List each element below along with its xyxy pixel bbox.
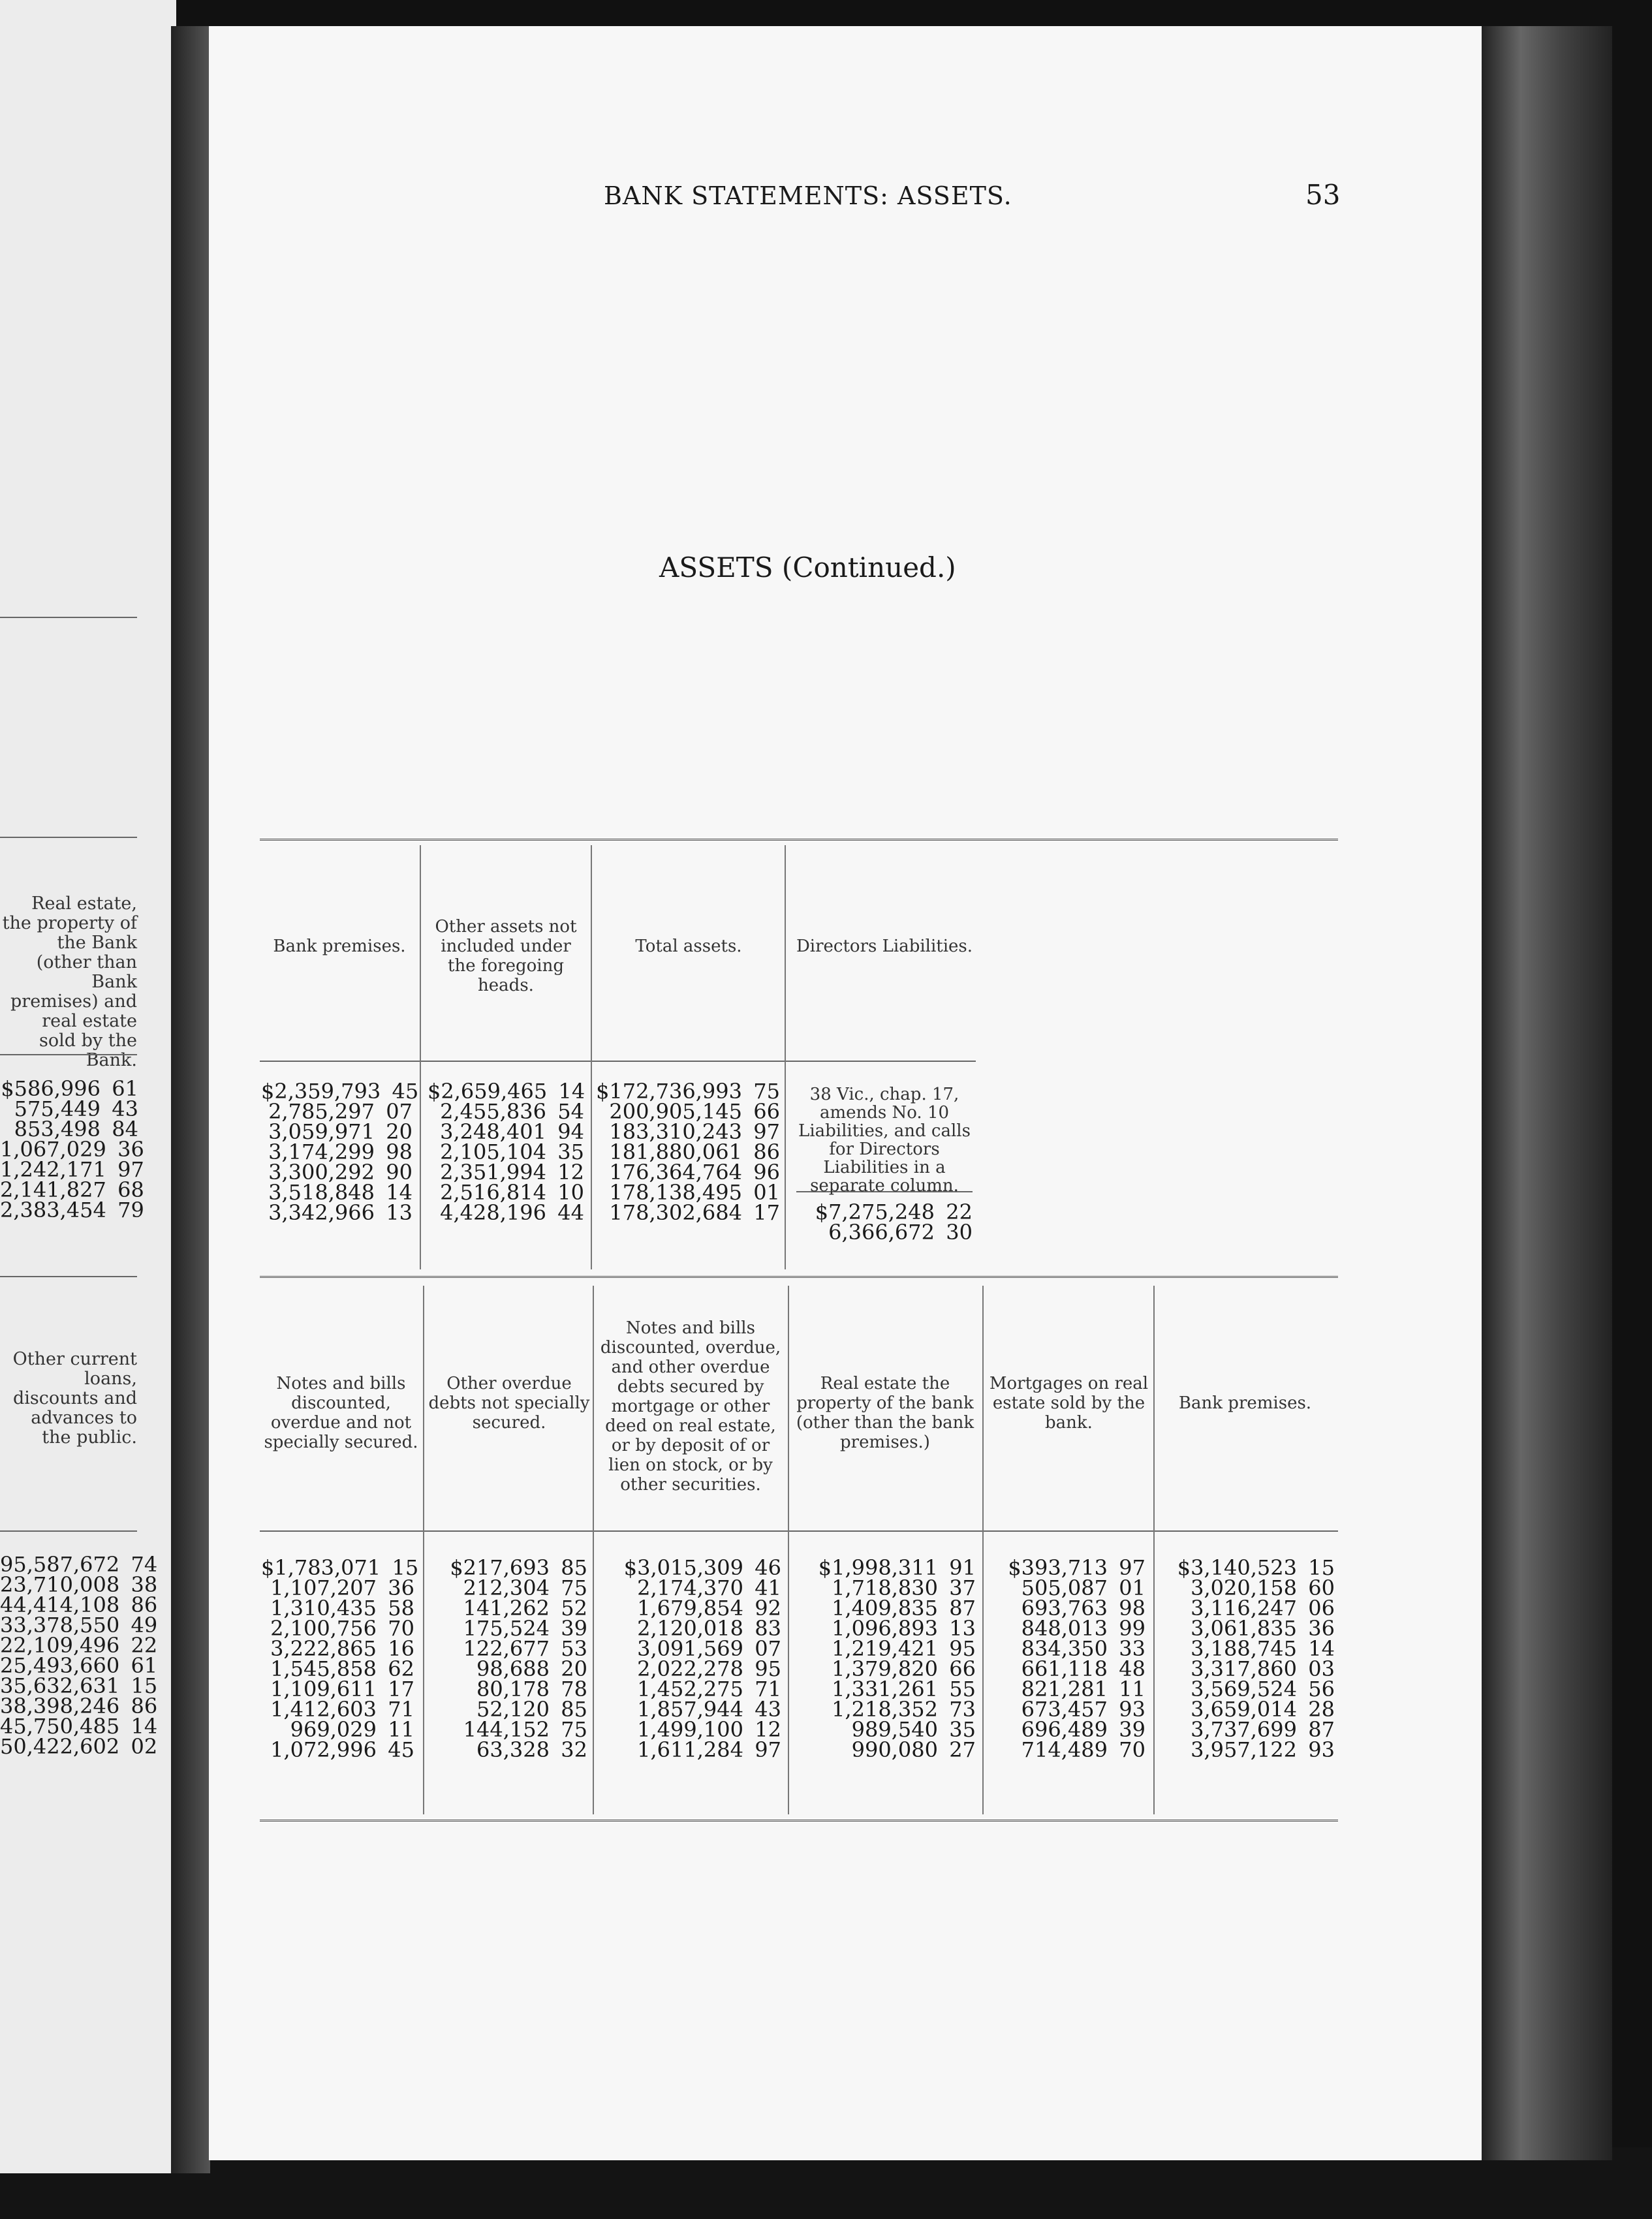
- amount-cents: 48: [1119, 1656, 1145, 1681]
- amount-cents: 53: [561, 1636, 587, 1661]
- amount-dollars: 673,457: [1021, 1697, 1108, 1722]
- amount-cents: 38: [131, 1572, 158, 1597]
- left-rule: [0, 1054, 137, 1055]
- amount-dollars: $3,015,309: [623, 1555, 743, 1580]
- amount-dollars: $3,140,523: [1177, 1555, 1297, 1580]
- amount-cents: 98: [386, 1140, 413, 1164]
- amount-dollars: 2,141,827: [0, 1177, 106, 1202]
- table-row: [428, 1200, 584, 1225]
- amount-dollars: $7,275,248: [815, 1200, 935, 1224]
- amount-cents: 39: [1119, 1717, 1145, 1742]
- left-col-current-loans: [0, 1552, 158, 1759]
- amount-dollars: 22,109,496: [0, 1633, 120, 1658]
- amount-dollars: 95,587,672: [0, 1552, 120, 1577]
- header-other-overdue: Other overdue debts not specially secured.: [428, 1374, 590, 1433]
- amount-cents: 61: [112, 1076, 138, 1101]
- amount-dollars: 853,498: [14, 1117, 101, 1141]
- amount-cents: 10: [557, 1180, 584, 1205]
- amount-cents: 03: [1308, 1656, 1335, 1681]
- amount-dollars: 990,080: [851, 1737, 938, 1762]
- amount-dollars: 3,188,745: [1191, 1636, 1297, 1661]
- amount-cents: 75: [753, 1079, 780, 1104]
- table-row: [261, 1200, 413, 1225]
- amount-cents: 46: [755, 1555, 781, 1580]
- amount-dollars: 3,091,569: [637, 1636, 743, 1661]
- amount-cents: 95: [755, 1656, 781, 1681]
- amount-dollars: 696,489: [1021, 1717, 1108, 1742]
- amount-cents: 22: [946, 1200, 973, 1224]
- table-row: [0, 1734, 158, 1759]
- amount-cents: 27: [949, 1737, 976, 1762]
- amount-dollars: 3,737,699: [1191, 1717, 1297, 1742]
- amount-cents: 96: [753, 1160, 780, 1185]
- amount-dollars: 2,105,104: [440, 1140, 546, 1164]
- amount-dollars: 3,518,848: [268, 1180, 375, 1205]
- amount-dollars: 25,493,660: [0, 1653, 120, 1678]
- directors-note: 38 Vic., chap. 17, amends No. 10 Liabilities, and calls for Directors Liabilities in a separate column.: [798, 1085, 971, 1196]
- amount-dollars: 122,677: [463, 1636, 550, 1661]
- amount-cents: 36: [117, 1137, 144, 1162]
- header-directors-liabilities: Directors Liabilities.: [796, 937, 973, 956]
- amount-cents: 73: [949, 1697, 976, 1722]
- amount-dollars: 714,489: [1021, 1737, 1108, 1762]
- amount-dollars: 661,118: [1021, 1656, 1108, 1681]
- amount-cents: 07: [386, 1099, 413, 1124]
- left-col-real-estate: [0, 1076, 144, 1222]
- amount-cents: 70: [1119, 1737, 1145, 1762]
- left-rule: [0, 617, 137, 618]
- amount-dollars: 1,379,820: [832, 1656, 938, 1681]
- amount-dollars: 4,428,196: [440, 1200, 546, 1225]
- amount-dollars: 181,880,061: [609, 1140, 742, 1164]
- amount-dollars: 1,409,835: [832, 1596, 938, 1621]
- amount-dollars: 3,659,014: [1191, 1697, 1297, 1722]
- amount-cents: 17: [753, 1200, 780, 1225]
- header-bank-premises: Bank premises.: [273, 937, 406, 956]
- amount-dollars: 144,152: [463, 1717, 550, 1742]
- header-notes-secured: Notes and bills discounted, overdue, and other overdue debts secured by mortgage or other deed on real estate, or by deposit of or lien on stock, or by other securities.: [600, 1318, 781, 1495]
- amount-cents: 43: [112, 1096, 138, 1121]
- table-row: [428, 1737, 587, 1762]
- header-underline: [260, 1061, 976, 1062]
- amount-cents: 95: [949, 1636, 976, 1661]
- amount-cents: 49: [131, 1613, 158, 1637]
- amount-cents: 93: [1308, 1737, 1335, 1762]
- amount-dollars: $172,736,993: [596, 1079, 742, 1104]
- amount-dollars: 3,116,247: [1191, 1596, 1297, 1621]
- amount-dollars: $586,996: [1, 1076, 101, 1101]
- amount-cents: 36: [1308, 1616, 1335, 1641]
- amount-cents: 58: [388, 1596, 414, 1621]
- amount-dollars: 1,310,435: [270, 1596, 377, 1621]
- amount-cents: 02: [131, 1734, 158, 1759]
- amount-cents: 36: [388, 1575, 414, 1600]
- col-total-assets: [594, 1081, 780, 1223]
- amount-cents: 30: [946, 1220, 973, 1245]
- column-divider: [423, 1286, 424, 1814]
- amount-cents: 14: [1308, 1636, 1335, 1661]
- amount-dollars: 44,414,108: [0, 1592, 120, 1617]
- amount-cents: 11: [1119, 1677, 1145, 1701]
- column-divider: [788, 1286, 789, 1814]
- amount-cents: 56: [1308, 1677, 1335, 1701]
- amount-dollars: 1,331,261: [832, 1677, 938, 1701]
- column-divider: [982, 1286, 984, 1814]
- amount-dollars: 3,569,524: [1191, 1677, 1297, 1701]
- header-bank-premises-2: Bank premises.: [1178, 1393, 1312, 1413]
- amount-dollars: 1,452,275: [637, 1677, 743, 1701]
- amount-dollars: 45,750,485: [0, 1714, 120, 1739]
- amount-cents: 87: [949, 1596, 976, 1621]
- amount-cents: 62: [388, 1656, 414, 1681]
- table-bottom-rule: [260, 1276, 1338, 1278]
- amount-dollars: 2,455,836: [440, 1099, 546, 1124]
- amount-cents: 45: [388, 1737, 414, 1762]
- amount-cents: 52: [561, 1596, 587, 1621]
- header-mortgages: Mortgages on real estate sold by the bank.: [989, 1374, 1149, 1433]
- amount-cents: 83: [755, 1616, 781, 1641]
- amount-dollars: 848,013: [1021, 1616, 1108, 1641]
- amount-cents: 87: [1308, 1717, 1335, 1742]
- amount-cents: 41: [755, 1575, 781, 1600]
- amount-cents: 15: [392, 1555, 419, 1580]
- col-other-assets: [428, 1081, 584, 1223]
- amount-dollars: 3,248,401: [440, 1119, 546, 1144]
- amount-dollars: 575,449: [14, 1096, 101, 1121]
- amount-dollars: 141,262: [463, 1596, 550, 1621]
- table-row: [793, 1222, 973, 1243]
- amount-dollars: 3,957,122: [1191, 1737, 1297, 1762]
- col-bank-premises: [261, 1079, 419, 1225]
- amount-cents: 66: [949, 1656, 976, 1681]
- amount-dollars: 1,219,421: [832, 1636, 938, 1661]
- amount-dollars: 1,067,029: [0, 1137, 106, 1162]
- amount-dollars: 1,857,944: [637, 1697, 743, 1722]
- amount-dollars: 178,302,684: [609, 1200, 742, 1225]
- amount-dollars: 3,317,860: [1191, 1656, 1297, 1681]
- amount-cents: 78: [561, 1677, 587, 1701]
- amount-cents: 20: [386, 1119, 413, 1144]
- amount-cents: 45: [392, 1079, 419, 1104]
- amount-cents: 32: [561, 1737, 587, 1762]
- amount-dollars: 3,174,299: [268, 1140, 375, 1164]
- amount-dollars: 1,412,603: [270, 1697, 377, 1722]
- amount-dollars: 176,364,764: [609, 1160, 742, 1185]
- header-real-estate: Real estate the property of the bank (other than the bank premises.): [796, 1374, 974, 1452]
- amount-cents: 92: [755, 1596, 781, 1621]
- amount-dollars: 33,378,550: [0, 1613, 120, 1637]
- col-bank-premises-2: [1155, 1555, 1335, 1762]
- amount-dollars: 1,499,100: [637, 1717, 743, 1742]
- amount-dollars: 6,366,672: [828, 1220, 935, 1245]
- page-number: 53: [1305, 179, 1341, 211]
- amount-dollars: 3,020,158: [1191, 1575, 1297, 1600]
- amount-dollars: 98,688: [476, 1656, 550, 1681]
- amount-dollars: 1,107,207: [270, 1575, 377, 1600]
- amount-dollars: 178,138,495: [609, 1180, 742, 1205]
- amount-dollars: 2,120,018: [637, 1616, 743, 1641]
- amount-cents: 86: [131, 1694, 158, 1718]
- amount-dollars: $1,998,311: [818, 1555, 938, 1580]
- amount-dollars: 200,905,145: [609, 1099, 742, 1124]
- amount-cents: 79: [117, 1198, 144, 1222]
- amount-cents: 54: [557, 1099, 584, 1124]
- amount-dollars: $217,693: [450, 1555, 550, 1580]
- amount-dollars: $1,783,071: [261, 1555, 381, 1580]
- amount-cents: 13: [386, 1200, 413, 1225]
- amount-cents: 17: [388, 1677, 414, 1701]
- amount-cents: 22: [131, 1633, 158, 1658]
- col-mortgages: [986, 1555, 1145, 1762]
- amount-dollars: 505,087: [1021, 1575, 1108, 1600]
- section-title: ASSETS (Continued.): [659, 551, 956, 583]
- amount-cents: 01: [753, 1180, 780, 1205]
- amount-cents: 12: [557, 1160, 584, 1185]
- table-row: [594, 1200, 780, 1225]
- amount-cents: 14: [558, 1079, 585, 1104]
- amount-dollars: 1,109,611: [270, 1677, 377, 1701]
- header-other-assets: Other assets not included under the foregoing heads.: [435, 917, 577, 995]
- amount-cents: 37: [949, 1575, 976, 1600]
- amount-dollars: 52,120: [476, 1697, 550, 1722]
- amount-dollars: 3,300,292: [268, 1160, 375, 1185]
- amount-cents: 75: [561, 1575, 587, 1600]
- amount-dollars: 1,611,284: [637, 1737, 743, 1762]
- amount-cents: 99: [1119, 1616, 1145, 1641]
- header-total-assets: Total assets.: [635, 937, 742, 956]
- amount-cents: 11: [388, 1717, 414, 1742]
- amount-dollars: 2,100,756: [270, 1616, 377, 1641]
- column-divider: [1153, 1286, 1155, 1814]
- amount-dollars: 989,540: [851, 1717, 938, 1742]
- table-end-rule: [260, 1820, 1338, 1822]
- amount-cents: 71: [388, 1697, 414, 1722]
- amount-cents: 14: [131, 1714, 158, 1739]
- amount-dollars: 693,763: [1021, 1596, 1108, 1621]
- page-edge: [1482, 26, 1612, 2160]
- column-divider: [593, 1286, 594, 1814]
- amount-dollars: $2,659,465: [428, 1079, 548, 1104]
- amount-cents: 20: [561, 1656, 587, 1681]
- amount-cents: 93: [1119, 1697, 1145, 1722]
- amount-cents: 94: [557, 1119, 584, 1144]
- amount-cents: 15: [1308, 1555, 1335, 1580]
- amount-cents: 39: [561, 1616, 587, 1641]
- amount-dollars: $2,359,793: [261, 1079, 381, 1104]
- amount-dollars: 80,178: [476, 1677, 550, 1701]
- amount-dollars: 2,022,278: [637, 1656, 743, 1681]
- col-real-estate: [790, 1555, 976, 1762]
- amount-cents: 91: [949, 1555, 976, 1580]
- table-row: [595, 1737, 781, 1762]
- amount-cents: 35: [557, 1140, 584, 1164]
- amount-cents: 85: [561, 1555, 587, 1580]
- amount-dollars: 38,398,246: [0, 1694, 120, 1718]
- amount-cents: 15: [131, 1673, 158, 1698]
- amount-dollars: 1,679,854: [637, 1596, 743, 1621]
- amount-cents: 55: [949, 1677, 976, 1701]
- amount-cents: 44: [557, 1200, 584, 1225]
- amount-cents: 85: [561, 1697, 587, 1722]
- amount-dollars: 50,422,602: [0, 1734, 120, 1759]
- amount-dollars: 969,029: [290, 1717, 377, 1742]
- amount-cents: 28: [1308, 1697, 1335, 1722]
- col-notes-unsecured: [261, 1555, 419, 1762]
- amount-cents: 97: [755, 1737, 781, 1762]
- amount-dollars: 3,061,835: [1191, 1616, 1297, 1641]
- amount-dollars: 3,222,865: [270, 1636, 377, 1661]
- column-divider: [785, 845, 786, 1269]
- amount-cents: 90: [386, 1160, 413, 1185]
- table-row: [1155, 1737, 1335, 1762]
- amount-dollars: 63,328: [476, 1737, 550, 1762]
- amount-cents: 33: [1119, 1636, 1145, 1661]
- amount-dollars: 1,718,830: [832, 1575, 938, 1600]
- amount-cents: 98: [1119, 1596, 1145, 1621]
- amount-cents: 68: [117, 1177, 144, 1202]
- amount-dollars: 1,096,893: [832, 1616, 938, 1641]
- table-row: [0, 1198, 144, 1222]
- amount-dollars: 1,218,352: [832, 1697, 938, 1722]
- amount-cents: 01: [1119, 1575, 1145, 1600]
- col-other-overdue: [428, 1555, 587, 1762]
- amount-cents: 61: [131, 1653, 158, 1678]
- left-rule: [0, 1276, 137, 1277]
- table-row: [790, 1737, 976, 1762]
- amount-dollars: 175,524: [463, 1616, 550, 1641]
- amount-cents: 14: [386, 1180, 413, 1205]
- amount-cents: 84: [112, 1117, 138, 1141]
- left-rule: [0, 837, 137, 838]
- amount-cents: 86: [131, 1592, 158, 1617]
- amount-dollars: 35,632,631: [0, 1673, 120, 1698]
- table-row: [986, 1737, 1145, 1762]
- amount-dollars: 212,304: [463, 1575, 550, 1600]
- left-heading-real-estate: Real estate, the property of the Bank (other than Bank premises) and real estate sold by the Bank.: [2, 893, 137, 1070]
- amount-dollars: 183,310,243: [609, 1119, 742, 1144]
- amount-cents: 97: [753, 1119, 780, 1144]
- amount-dollars: 2,516,814: [440, 1180, 546, 1205]
- amount-cents: 35: [949, 1717, 976, 1742]
- amount-cents: 74: [131, 1552, 158, 1577]
- amount-cents: 86: [753, 1140, 780, 1164]
- amount-dollars: 1,545,858: [270, 1656, 377, 1681]
- book-gutter: [171, 26, 210, 2173]
- left-heading-current-loans: Other current loans, discounts and advances to the public.: [12, 1349, 137, 1448]
- amount-cents: 70: [388, 1616, 414, 1641]
- amount-cents: 12: [755, 1717, 781, 1742]
- header-notes-unsecured: Notes and bills discounted, overdue and not specially secured.: [264, 1374, 418, 1452]
- amount-dollars: 2,351,994: [440, 1160, 546, 1185]
- amount-dollars: 2,383,454: [0, 1198, 106, 1222]
- table-row: [261, 1737, 414, 1762]
- amount-cents: 97: [1119, 1555, 1145, 1580]
- amount-cents: 66: [753, 1099, 780, 1124]
- amount-dollars: 1,242,171: [0, 1157, 106, 1182]
- amount-dollars: 3,342,966: [268, 1200, 375, 1225]
- amount-cents: 13: [949, 1616, 976, 1641]
- amount-cents: 16: [388, 1636, 414, 1661]
- amount-dollars: 821,281: [1021, 1677, 1108, 1701]
- column-divider: [420, 845, 421, 1269]
- running-header: BANK STATEMENTS: ASSETS.: [604, 181, 1012, 210]
- amount-cents: 07: [755, 1636, 781, 1661]
- amount-cents: 60: [1308, 1575, 1335, 1600]
- header-underline: [260, 1530, 1338, 1532]
- column-divider: [591, 845, 592, 1269]
- amount-dollars: 3,059,971: [268, 1119, 375, 1144]
- amount-dollars: 23,710,008: [0, 1572, 120, 1597]
- amount-cents: 06: [1308, 1596, 1335, 1621]
- amount-dollars: 2,785,297: [268, 1099, 375, 1124]
- amount-dollars: 2,174,370: [637, 1575, 743, 1600]
- left-rule: [0, 1530, 137, 1532]
- amount-cents: 43: [755, 1697, 781, 1722]
- amount-dollars: $393,713: [1008, 1555, 1108, 1580]
- amount-cents: 97: [117, 1157, 144, 1182]
- amount-cents: 71: [755, 1677, 781, 1701]
- amount-dollars: 834,350: [1021, 1636, 1108, 1661]
- col-notes-secured: [595, 1555, 781, 1762]
- amount-cents: 75: [561, 1717, 587, 1742]
- col-directors-liabilities: [793, 1202, 973, 1243]
- amount-dollars: 1,072,996: [270, 1737, 377, 1762]
- table-top-rule: [260, 839, 1338, 841]
